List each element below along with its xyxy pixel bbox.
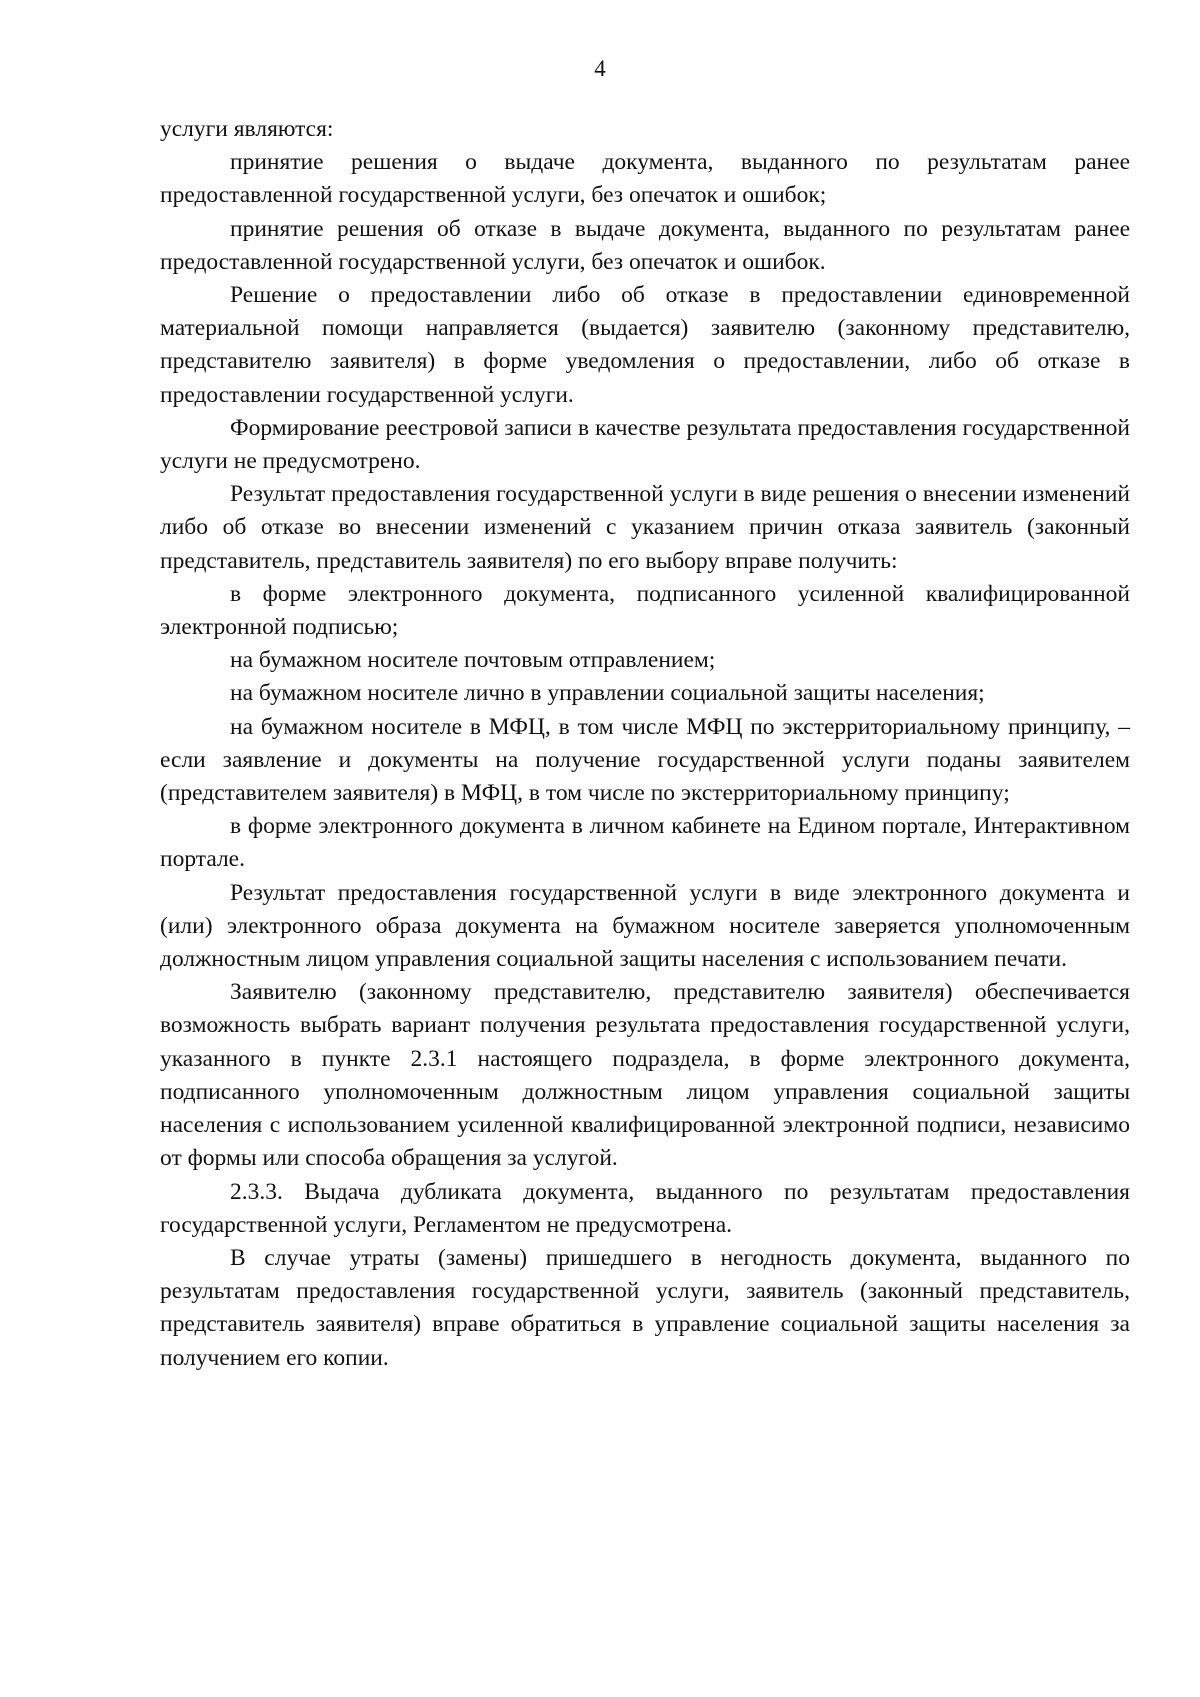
- paragraph-result-receipt-options: Результат предоставления государственной услуги в виде решения о внесении изменений либо об отказе во внесении изменений с указанием причин отказа заявитель (законный представитель, представитель заявителя) по его выбору вправе получить:: [160, 481, 1130, 574]
- paragraph-option-in-person: на бумажном носителе лично в управлении социальной защиты населения;: [230, 680, 985, 707]
- paragraph-result-decision-issue: принятие решения о выдаче документа, выданного по результатам ранее предоставленной государственной услуги, без опечаток и ошибок;: [160, 149, 1130, 209]
- document-body: [160, 113, 1130, 1375]
- page-number: 4: [594, 56, 606, 81]
- paragraph-option-electronic-signature: в форме электронного документа, подписанного усиленной квалифицированной электронной подписью;: [160, 580, 1130, 641]
- paragraph-result-decision-refusal: принятие решения об отказе в выдаче документа, выданного по результатам ранее предоставленной государственной услуги, без опечаток и ошибок.: [160, 215, 1130, 275]
- paragraph-option-mfc: на бумажном носителе в МФЦ, в том числе МФЦ по экстерриториальному принципу, – если заявление и документы на получение государственной услуги поданы заявителем (представителем заявителя) в МФЦ, в том числе по экстерриториальному принципу;: [160, 713, 1130, 807]
- paragraph-option-postal: на бумажном носителе почтовым отправлением;: [230, 647, 716, 674]
- paragraph-section-2-3-3: 2.3.3. Выдача дубликата документа, выданного по результатам предоставления государственной услуги, Регламентом не предусмотрена.: [160, 1178, 1130, 1238]
- paragraph-registry-record: Формирование реестровой записи в качестве результата предоставления государственной услуги не предусмотрено.: [160, 414, 1130, 475]
- paragraph-lost-document: В случае утраты (замены) пришедшего в негодность документа, выданного по результатам предоставления государственной услуги, заявитель (законный представитель, представитель заявителя) вправе обратиться в управление социальной защиты населения за получением его копии.: [160, 1244, 1130, 1371]
- paragraph-certification: Результат предоставления государственной услуги в виде электронного документа и (или) электронного образа документа на бумажном носителе заверяется уполномоченным должностным лицом управления социальной защиты населения с использованием печати.: [160, 879, 1130, 973]
- paragraph-decision-notification: Решение о предоставлении либо об отказе в предоставлении единовременной материальной помощи направляется (выдается) заявителю (законному представителю, представителю заявителя) в форме уведомления о предоставлении, либо об отказе в предоставлении государственной услуги.: [160, 282, 1130, 408]
- paragraph-option-portal: в форме электронного документа в личном кабинете на Едином портале, Интерактивном портале.: [160, 813, 1130, 873]
- paragraph-continuation: услуги являются:: [160, 116, 334, 142]
- paragraph-applicant-choice: Заявителю (законному представителю, представителю заявителя) обеспечивается возможность выбрать вариант получения результата предоставления государственной услуги, указанного в пункте 2.3.1 настоящего подраздела, в форме электронного документа, подписанного уполномоченным должностным лицом управления социальной защиты населения с использованием усиленной квалифицированной электронной подписи, независимо от формы или способа обращения за услугой.: [160, 979, 1130, 1172]
